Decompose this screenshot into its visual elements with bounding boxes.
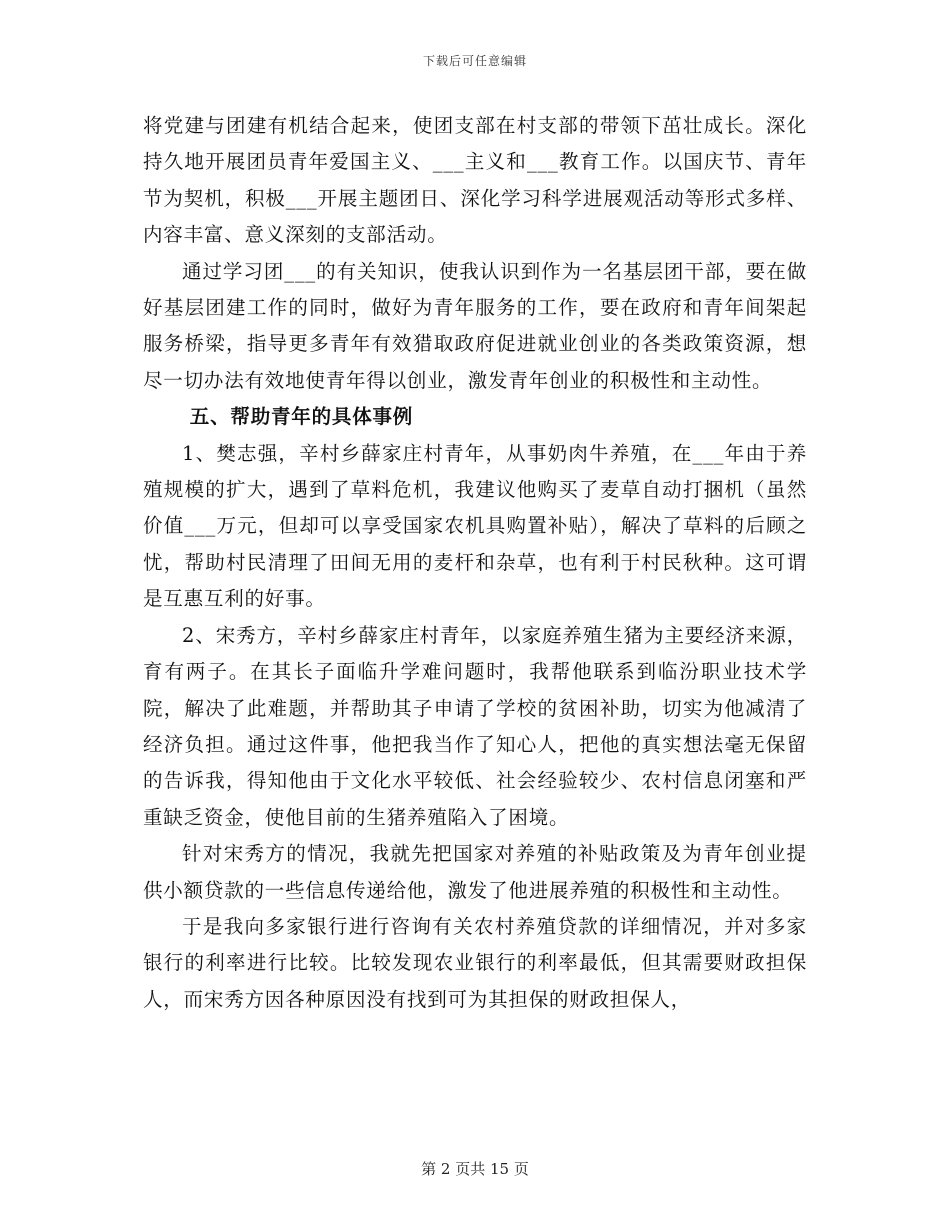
paragraph-bank-loans: 于是我向多家银行进行咨询有关农村养殖贷款的详细情况，并对多家银行的利率进行比较。比较发现农业银行的利率最低，但其需要财政担保人，而宋秀方因各种原因没有找到可为其担保的财政担保人， (143, 914, 807, 1011)
paragraph-example-2: 2、宋秀方，辛村乡薛家庄村青年，以家庭养殖生猪为主要经济来源，育有两子。在其长子面临升学难问题时，我帮他联系到临汾职业技术学院，解决了此难题，并帮助其子申请了学校的贫困补助，切实为他减清了经济负担。通过这件事，他把我当作了知心人，把他的真实想法毫无保留的告诉我，得知他由于文化水平较低、社会经验较少、农村信息闭塞和严重缺乏资金，使他目前的生猪养殖陷入了困境。 (143, 623, 807, 829)
section-heading-examples: 五、帮助青年的具体事例 (189, 405, 414, 429)
page-header: 下载后可任意编辑 (422, 54, 527, 68)
paragraph-study-reflection: 通过学习团___的有关知识，使我认识到作为一名基层团干部，要在做好基层团建工作的同时，做好为青年服务的工作，要在政府和青年间架起服务桥梁，指导更多青年有效猎取政府促进就业创业的各类政策资源，想尽一切办法有效地使青年得以创业，激发青年创业的积极性和主动性。 (143, 259, 807, 392)
paragraph-policy-info: 针对宋秀方的情况，我就先把国家对养殖的补贴政策及为青年创业提供小额贷款的一些信息传递给他，激发了他进展养殖的积极性和主动性。 (143, 842, 807, 902)
document-body (143, 108, 807, 1018)
paragraph-party-youth-building: 将党建与团建有机结合起来，使团支部在村支部的带领下茁壮成长。深化持久地开展团员青年爱国主义、___主义和___教育工作。以国庆节、青年节为契机，积极___开展主题团日、深化学习科学进展观活动等形式多样、内容丰富、意义深刻的支部活动。 (143, 114, 807, 247)
page-footer: 第 2 页共 15 页 (421, 1160, 529, 1178)
paragraph-example-1: 1、樊志强，辛村乡薛家庄村青年，从事奶肉牛养殖，在___年由于养殖规模的扩大，遇到了草料危机，我建议他购买了麦草自动打捆机（虽然价值___万元，但却可以享受国家农机具购置补贴），解决了草料的后顾之忧，帮助村民清理了田间无用的麦杆和杂草，也有利于村民秋种。这可谓是互惠互利的好事。 (143, 441, 807, 611)
